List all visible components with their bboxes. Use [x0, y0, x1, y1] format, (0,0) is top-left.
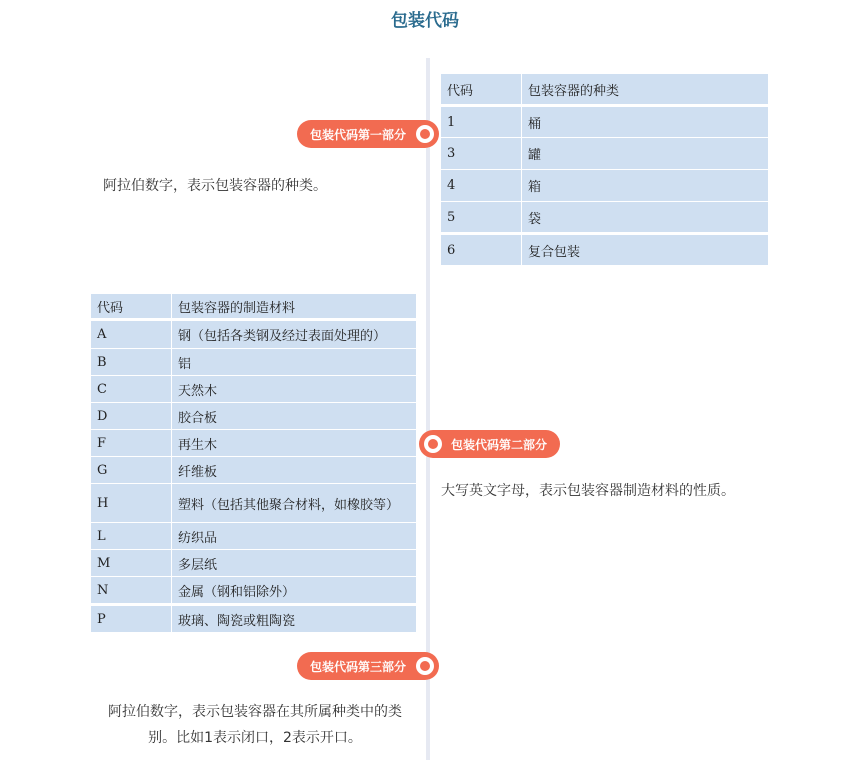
cell-type: 桶: [522, 107, 768, 138]
table-row: [91, 321, 416, 349]
table-row: [441, 202, 768, 235]
cell-code: G: [91, 457, 172, 484]
part3-badge-label: 包装代码第三部分: [310, 659, 407, 674]
table-row: [91, 376, 416, 403]
part3-description-line2: 别。比如1表示闭口，2表示开口。: [148, 730, 362, 746]
table-row: [91, 430, 416, 457]
cell-code: C: [91, 376, 172, 403]
timeline-dot-icon: [416, 657, 434, 675]
part3-badge: [297, 652, 439, 680]
cell-material: 多层纸: [172, 550, 416, 577]
table-row: [441, 138, 768, 170]
part2-badge: [419, 430, 560, 458]
part1-table: [441, 74, 768, 266]
page-title: 包装代码: [391, 11, 459, 31]
part1-badge-label: 包装代码第一部分: [310, 127, 407, 142]
cell-code: L: [91, 523, 172, 550]
cell-code: M: [91, 550, 172, 577]
table-row: [91, 606, 416, 633]
header-material: 包装容器的制造材料: [172, 294, 416, 321]
part3-description-line1: 阿拉伯数字，表示包装容器在其所属种类中的类: [108, 704, 402, 720]
table-row: [91, 403, 416, 430]
cell-material: 金属（钢和铝除外）: [172, 577, 416, 606]
timeline-dot-icon: [424, 435, 442, 453]
cell-code: 5: [441, 202, 522, 235]
cell-code: N: [91, 577, 172, 606]
header-type: 包装容器的种类: [522, 74, 768, 107]
part1-description: 阿拉伯数字，表示包装容器的种类。: [103, 178, 327, 194]
cell-code: D: [91, 403, 172, 430]
table-row: [441, 107, 768, 138]
table-header-row: [91, 294, 416, 321]
part3-description: [80, 699, 430, 751]
part2-badge-label: 包装代码第二部分: [451, 437, 548, 452]
cell-code: 6: [441, 235, 522, 266]
table-row: [441, 235, 768, 266]
cell-code: F: [91, 430, 172, 457]
cell-type: 箱: [522, 170, 768, 202]
cell-code: 3: [441, 138, 522, 170]
cell-material: 塑料（包括其他聚合材料，如橡胶等）: [172, 484, 416, 523]
timeline-dot-icon: [416, 125, 434, 143]
cell-material: 再生木: [172, 430, 416, 457]
cell-code: 4: [441, 170, 522, 202]
cell-material: 钢（包括各类钢及经过表面处理的）: [172, 321, 416, 349]
table-row: [91, 457, 416, 484]
table-row: [91, 523, 416, 550]
cell-code: B: [91, 349, 172, 376]
part2-table: [91, 294, 416, 633]
table-row: [91, 349, 416, 376]
cell-type: 袋: [522, 202, 768, 235]
cell-type: 复合包装: [522, 235, 768, 266]
header-code: 代码: [91, 294, 172, 321]
cell-material: 铝: [172, 349, 416, 376]
cell-material: 胶合板: [172, 403, 416, 430]
cell-code: 1: [441, 107, 522, 138]
cell-code: A: [91, 321, 172, 349]
cell-material: 纤维板: [172, 457, 416, 484]
part2-description: 大写英文字母，表示包装容器制造材料的性质。: [441, 483, 735, 499]
cell-code: H: [91, 484, 172, 523]
cell-material: 天然木: [172, 376, 416, 403]
table-row: [91, 550, 416, 577]
cell-material: 纺织品: [172, 523, 416, 550]
part1-badge: [297, 120, 439, 148]
table-header-row: [441, 74, 768, 107]
table-row: [91, 484, 416, 523]
cell-code: P: [91, 606, 172, 633]
table-row: [91, 577, 416, 606]
header-code: 代码: [441, 74, 522, 107]
cell-material: 玻璃、陶瓷或粗陶瓷: [172, 606, 416, 633]
table-row: [441, 170, 768, 202]
cell-type: 罐: [522, 138, 768, 170]
